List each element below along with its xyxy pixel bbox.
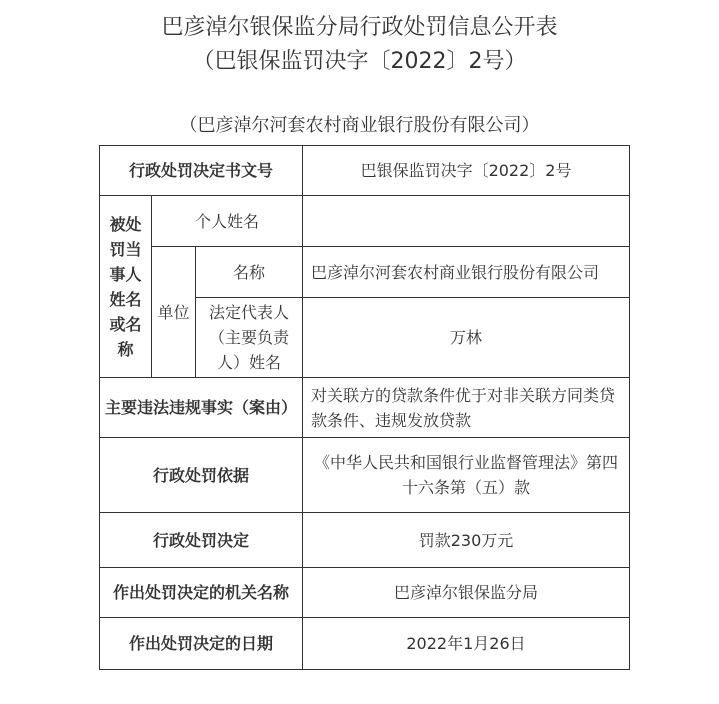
penalty-info-table xyxy=(99,145,630,670)
person-name-label: 个人姓名 xyxy=(152,196,303,247)
date-value: 2022年1月26日 xyxy=(303,618,630,670)
date-label: 作出处罚决定的日期 xyxy=(100,618,303,670)
page-title: 巴彦淖尔银保监分局行政处罚信息公开表 xyxy=(161,15,558,40)
table-row xyxy=(100,438,630,513)
basis-label: 行政处罚依据 xyxy=(100,438,303,513)
table-row xyxy=(100,618,630,670)
unit-name-value: 巴彦淖尔河套农村商业银行股份有限公司 xyxy=(303,247,630,298)
party-label: 被处罚当事人姓名或名称 xyxy=(100,196,152,378)
table-row xyxy=(100,247,630,298)
table-row xyxy=(100,568,630,618)
doc-no-value: 巴银保监罚决字〔2022〕2号 xyxy=(303,146,630,196)
facts-value: 对关联方的贷款条件优于对非关联方同类贷款条件、违规发放贷款 xyxy=(303,378,630,438)
table-row xyxy=(100,146,630,196)
person-name-value xyxy=(303,196,630,247)
legal-rep-value: 万林 xyxy=(303,298,630,378)
table-row xyxy=(100,196,630,247)
facts-label: 主要违法违规事实（案由） xyxy=(100,378,303,438)
decision-label: 行政处罚决定 xyxy=(100,513,303,568)
unit-label: 单位 xyxy=(152,247,196,378)
unit-name-label: 名称 xyxy=(196,247,303,298)
authority-value: 巴彦淖尔银保监分局 xyxy=(303,568,630,618)
entity-subtitle: （巴彦淖尔河套农村商业银行股份有限公司） xyxy=(179,115,540,136)
basis-value: 《中华人民共和国银行业监督管理法》第四十六条第（五）款 xyxy=(303,438,630,513)
table-row xyxy=(100,378,630,438)
authority-label: 作出处罚决定的机关名称 xyxy=(100,568,303,618)
doc-no-label: 行政处罚决定书文号 xyxy=(100,146,303,196)
legal-rep-label: 法定代表人（主要负责人）姓名 xyxy=(196,298,303,378)
document-number-title: （巴银保监罚决字〔2022〕2号） xyxy=(192,49,527,74)
decision-value: 罚款230万元 xyxy=(303,513,630,568)
table-row xyxy=(100,513,630,568)
